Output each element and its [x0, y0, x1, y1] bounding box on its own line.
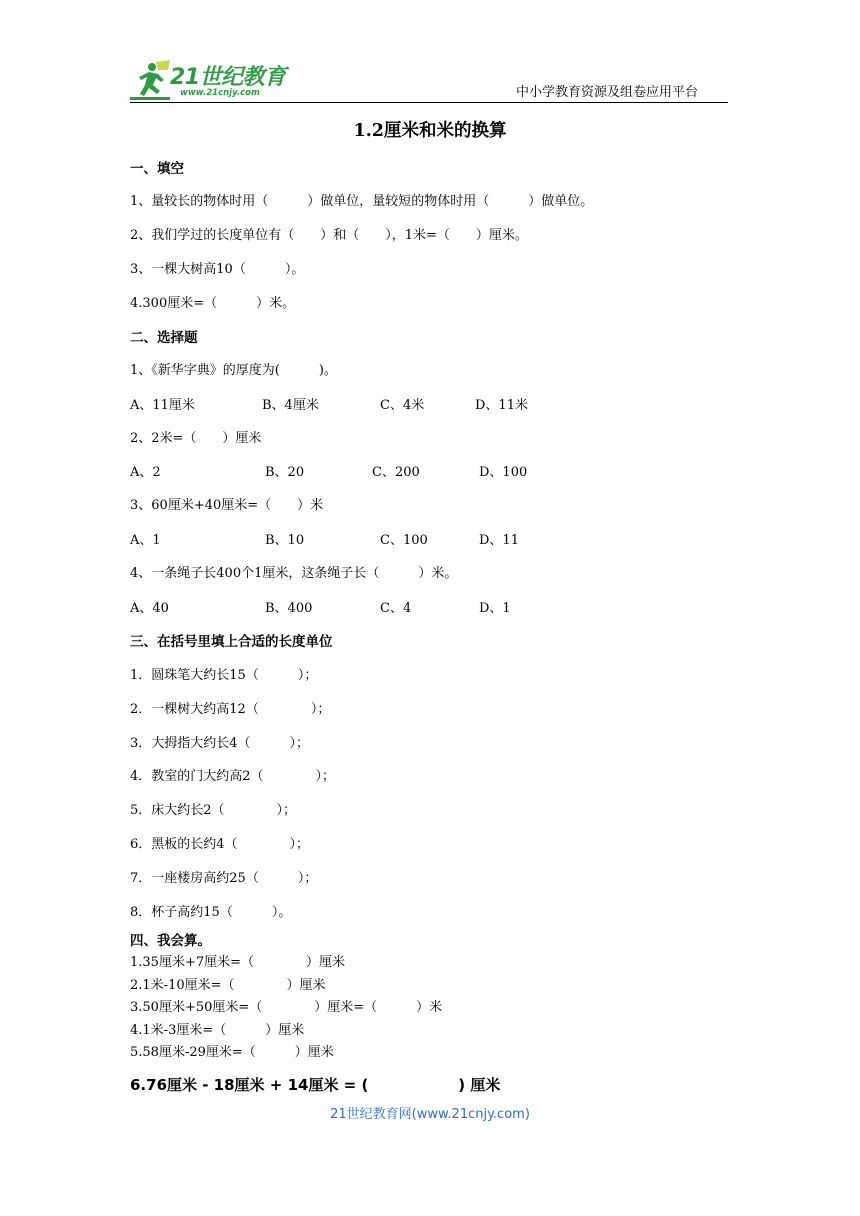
option-a: A、1 — [130, 533, 161, 548]
option-d: D、11米 — [475, 398, 528, 413]
option-b: B、400 — [265, 601, 313, 616]
calc-line: 4.1米-3厘米=（ ）厘米 — [130, 1023, 305, 1038]
question-line: 1．圆珠笔大约长15（ ）； — [130, 668, 318, 683]
question-line: 2、2米=（ ）厘米 — [130, 431, 262, 446]
logo-text: 21世纪教育 — [170, 65, 286, 90]
question-line: 2．一棵树大约高12（ ）； — [130, 702, 331, 717]
section-heading-calc: 四、我会算。 — [130, 933, 211, 949]
platform-name: 中小学教育资源及组卷应用平台 — [516, 85, 699, 100]
question-line: 4．教室的门大约高2（ ）； — [130, 769, 336, 784]
question-line: 2、我们学过的长度单位有（ ）和（ ），1米=（ ）厘米。 — [130, 228, 528, 243]
option-d: D、11 — [479, 533, 519, 548]
section-heading-units: 三、在括号里填上合适的长度单位 — [130, 634, 333, 650]
option-b: B、4厘米 — [262, 398, 319, 413]
site-logo — [130, 58, 305, 104]
option-a: A、40 — [130, 601, 169, 616]
option-c: C、200 — [372, 465, 420, 480]
option-d: D、100 — [479, 465, 528, 480]
option-a: A、11厘米 — [130, 398, 195, 413]
option-b: B、10 — [265, 533, 305, 548]
question-line: 3．大拇指大约长4（ ）； — [130, 736, 310, 751]
question-line: 4.300厘米=（ ）米。 — [130, 296, 296, 311]
page-title: 1.2厘米和米的换算 — [353, 121, 507, 141]
option-c: C、4 — [380, 601, 412, 616]
footer-link[interactable]: 21世纪教育网(www.21cnjy.com) — [330, 1107, 530, 1122]
calc-line: 2.1米-10厘米=（ ）厘米 — [130, 978, 326, 993]
calc-line: 1.35厘米+7厘米=（ ）厘米 — [130, 955, 346, 970]
question-line: 3、60厘米+40厘米=（ ）米 — [130, 498, 324, 513]
header-divider — [130, 102, 728, 103]
question-line: 4、一条绳子长400个1厘米，这条绳子长（ ）米。 — [130, 566, 458, 581]
option-c: C、100 — [380, 533, 428, 548]
option-c: C、4米 — [380, 398, 425, 413]
calc-line-large: 6.76厘米 - 18厘米 + 14厘米 = ( ) 厘米 — [130, 1076, 501, 1094]
question-line: 5．床大约长2（ ）； — [130, 803, 297, 818]
section-heading-choice: 二、选择题 — [130, 330, 198, 346]
calc-line: 5.58厘米-29厘米=（ ）厘米 — [130, 1045, 334, 1060]
question-line: 1、量较长的物体时用（ ）做单位，量较短的物体时用（ ）做单位。 — [130, 194, 594, 209]
question-line: 8．杯子高约15（ ）。 — [130, 905, 292, 920]
calc-line: 3.50厘米+50厘米=（ ）厘米=（ ）米 — [130, 1000, 443, 1015]
question-line: 7．一座楼房高约25（ ）； — [130, 871, 318, 886]
question-line: 1、《新华字典》的厚度为( )。 — [130, 363, 337, 378]
question-line: 3、一棵大树高10（ ）。 — [130, 262, 305, 277]
option-a: A、2 — [130, 465, 161, 480]
section-heading-fill-blank: 一、填空 — [130, 161, 184, 177]
question-line: 6．黑板的长约4（ ）； — [130, 837, 310, 852]
option-d: D、1 — [479, 601, 511, 616]
option-b: B、20 — [265, 465, 305, 480]
runner-icon — [130, 58, 174, 102]
logo-url: www.21cnjy.com — [180, 88, 260, 98]
